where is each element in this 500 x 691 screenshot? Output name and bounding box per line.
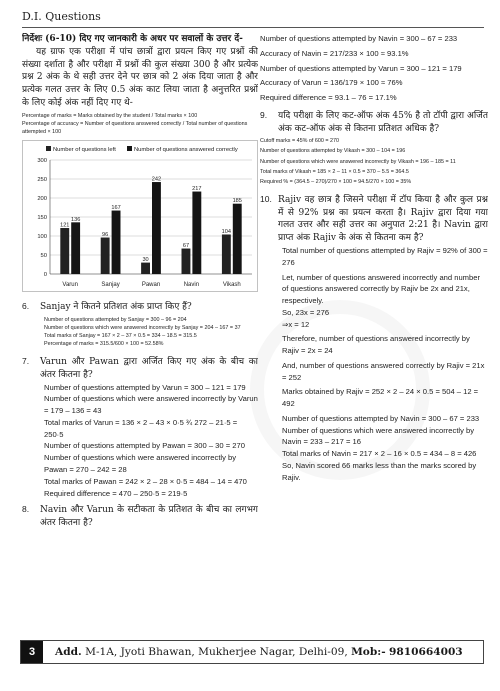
solution-line: And, number of questions answered correctly by Rajiv = 21x = 252: [282, 360, 485, 382]
y-tick-label: 200: [37, 195, 47, 202]
footer-address: [43, 646, 463, 658]
solution-line: Required % = (364.5 – 270)/270 × 100 = 94.5/270 × 100 = 35%: [260, 178, 412, 185]
question-6: [22, 301, 258, 314]
bar-value-label: 185: [232, 198, 242, 205]
legend-swatch: [46, 146, 51, 151]
page-number: 3: [21, 641, 43, 663]
formula-percentage-marks: Percentage of marks = Marks obtained by the student / Total marks × 100: [22, 112, 198, 119]
bar-value-label: 121: [60, 222, 70, 229]
bar-value-label: 217: [192, 185, 202, 192]
solution-line: Number of questions attempted by Sanjay = 300 – 96 = 204: [44, 316, 187, 323]
bar: [101, 237, 110, 273]
solution-line: Number of questions which were answered incorrectly by Navin = 233 – 217 = 16: [282, 425, 475, 447]
solution-line: Total marks of Vikash = 185 × 2 – 11 × 0.5 = 370 – 5.5 = 364.5: [260, 168, 409, 175]
solution-line: So, 23x = 276: [282, 307, 330, 317]
solution-line: Cutoff marks = 45% of 600 = 270: [260, 138, 340, 145]
q9-solution: [260, 137, 488, 186]
solution-line: Let, number of questions answered incorrectly and number of questions answered correctly by Rajiv be 2x and 21x, respectively.: [282, 272, 480, 306]
solution-line: Marks obtained by Rajiv = 252 × 2 – 24 × 0.5 = 504 – 12 = 492: [282, 387, 479, 409]
y-tick-label: 0: [43, 271, 47, 278]
bar-value-label: 242: [151, 176, 162, 183]
bar-chart: [22, 140, 258, 296]
question-7: [22, 356, 258, 382]
page-header-title: D.I. Questions: [22, 10, 101, 23]
bar: [71, 222, 80, 274]
legend-label: Number of questions left: [53, 146, 116, 153]
question-number: 6.: [22, 300, 30, 311]
bar: [112, 210, 121, 273]
q10-solution: [260, 245, 488, 484]
bar-value-label: 30: [142, 257, 149, 264]
solution-line: Number of questions attempted by Varun = 300 – 121 = 179: [260, 63, 462, 73]
bar: [60, 228, 69, 274]
y-tick-label: 150: [37, 214, 47, 221]
solution-line: Number of questions attempted by Navin = 300 – 67 = 233: [260, 34, 458, 43]
solution-line: Required difference = 93.1 – 76 = 17.1%: [260, 93, 397, 103]
question-8: [22, 504, 258, 530]
solution-line: Number of questions attempted by Navin = 300 – 67 = 233: [282, 413, 480, 423]
solution-line: Number of questions which were answered incorrectly by Vikash = 196 – 185 = 11: [260, 158, 456, 165]
bar: [152, 182, 161, 274]
bar: [233, 204, 242, 274]
solution-line: Total number of questions attempted by Rajiv = 92% of 300 = 276: [282, 245, 488, 267]
question-text: यदि परीक्षा के लिए कट-ऑफ अंक 45% है तो टॉपी द्वारा अर्जित अंक कट-ऑफ अंक से कितना प्रतिशत अधिक है?: [278, 110, 488, 134]
directions-body: यह ग्राफ एक परीक्षा में पांच छात्रों द्वारा प्रयत्न किए गए प्रश्नों की संख्या दर्शाता है और परीक्षा में प्रश्नों की कुल संख्या 300 है और प्रत्येक प्रश्न 2 अंक के थे सही उत्तर देने पर छात्र को 2 अंक दिया जाता है और प्रत्येक गलत उत्तर के लिए 0.5 अंक काट लिया जाता है अनुत्तरित प्रश्नों के लिए कोई अंक नहीं दिए गए थे-: [22, 46, 258, 108]
question-9: [260, 110, 488, 136]
question-number: 8.: [22, 504, 30, 515]
y-tick-label: 100: [37, 233, 47, 240]
solution-line: So, Navin scored 66 marks less than the marks scored by Rajiv.: [282, 460, 477, 482]
solution-line: Required difference = 470 – 250·5 = 219·5: [44, 488, 188, 498]
q7-solution: [22, 382, 258, 500]
x-tick-label: Vikash: [222, 281, 241, 288]
solution-line: Total marks of Navin = 217 × 2 – 16 × 0.5 = 434 – 8 = 426: [282, 449, 477, 459]
legend-label: Number of questions answered correctly: [134, 146, 238, 153]
question-number: 7.: [22, 356, 30, 367]
y-tick-label: 50: [40, 252, 47, 259]
question-10: [260, 194, 488, 245]
bar: [222, 234, 231, 274]
question-text: Rajiv वह छात्र है जिसने परीक्षा में टॉप किया है और कुल प्रश्न में से 92% प्रश्न का प्रयत्न करता है। Rajiv द्वारा दिया गया गलत उत्तर और सही उत्तर का अनुपात 2:21 है। Navin द्वारा प्राप्त अंक Rajiv के अंक से कितना कम है?: [278, 194, 488, 244]
right-column: [260, 33, 488, 623]
solution-line: Percentage of marks = 315.5/600 × 100 = 52.58%: [44, 341, 164, 348]
x-tick-label: Varun: [62, 281, 78, 288]
solution-line: Number of questions attempted by Pawan = 300 – 30 = 270: [44, 441, 245, 451]
q8-solution: [260, 33, 488, 104]
solution-line: ⇒x = 12: [282, 319, 310, 329]
q6-solution: [22, 316, 258, 348]
bar: [141, 263, 150, 274]
mobile-label: Mob:-: [351, 646, 386, 658]
solution-line: Number of questions which were answered incorrectly by Varun = 179 – 136 = 43: [44, 394, 258, 416]
solution-line: Total marks of Sanjay = 167 × 2 – 37 × 0.5 = 334 – 18.5 = 315.5: [44, 332, 197, 339]
question-text: Sanjay ने कितने प्रतिशत अंक प्राप्त किए हैं?: [40, 301, 192, 312]
x-tick-label: Sanjay: [101, 281, 120, 288]
solution-line: Number of questions attempted by Varun = 300 – 121 = 179: [44, 382, 246, 392]
x-tick-label: Pawan: [141, 281, 161, 288]
address-text: M-1A, Jyoti Bhawan, Mukherjee Nagar, Delhi-09,: [85, 646, 348, 658]
question-text: Navin और Varun के सटीकता के प्रतिशत के बीच का लगभग अंतर कितना है?: [40, 505, 258, 529]
bar-value-label: 136: [70, 216, 81, 223]
solution-line: Total marks of Pawan = 242 × 2 – 28 × 0·5 = 484 – 14 = 470: [44, 476, 247, 486]
solution-line: Accuracy of Varun = 136/179 × 100 ≈ 76%: [260, 78, 403, 88]
solution-line: Number of questions attempted by Vikash = 300 – 104 = 196: [260, 148, 406, 155]
left-column: [22, 33, 258, 623]
solution-line: Accuracy of Navin = 217/233 × 100 ≈ 93.1%: [260, 48, 409, 58]
bar: [192, 191, 201, 273]
bar-value-label: 104: [221, 228, 232, 235]
solution-line: Number of questions which were answered incorrectly by Sanjay = 204 – 167 = 37: [44, 324, 241, 331]
directions-block: [22, 33, 258, 110]
bar-chart-svg: [22, 140, 258, 292]
solution-line: Number of questions which were answered incorrectly by Pawan = 270 – 242 = 28: [44, 453, 237, 475]
page-footer: [20, 640, 484, 664]
formula-accuracy: Percentage of accuracy = Number of questions answered correctly / Total number of questions attempted × 100: [22, 120, 248, 135]
bar-value-label: 67: [182, 242, 190, 249]
x-tick-label: Navin: [183, 281, 200, 288]
solution-line: Therefore, number of questions answered incorrectly by Rajiv = 2x = 24: [282, 334, 470, 356]
address-label: Add.: [55, 646, 82, 658]
bar-value-label: 167: [111, 204, 121, 211]
header-divider: [22, 27, 484, 28]
bar-value-label: 96: [102, 231, 109, 238]
question-number: 10.: [260, 193, 272, 204]
legend-swatch: [127, 146, 132, 151]
directions-label: निर्देशः (6-10) दिए गए जानकारी के अधर पर सवालों के उत्तर दें-: [22, 34, 243, 44]
mobile-number: 9810664003: [388, 646, 463, 658]
question-text: Varun और Pawan द्वारा अर्जित किए गए अंक के बीच का अंतर कितना है?: [40, 357, 258, 380]
y-tick-label: 300: [37, 157, 47, 164]
y-tick-label: 250: [37, 176, 47, 183]
bar: [182, 248, 191, 273]
question-number: 9.: [260, 109, 268, 120]
solution-line: Total marks of Varun = 136 × 2 – 43 × 0·5 ¾ 272 – 21·5 = 250·5: [44, 417, 238, 439]
